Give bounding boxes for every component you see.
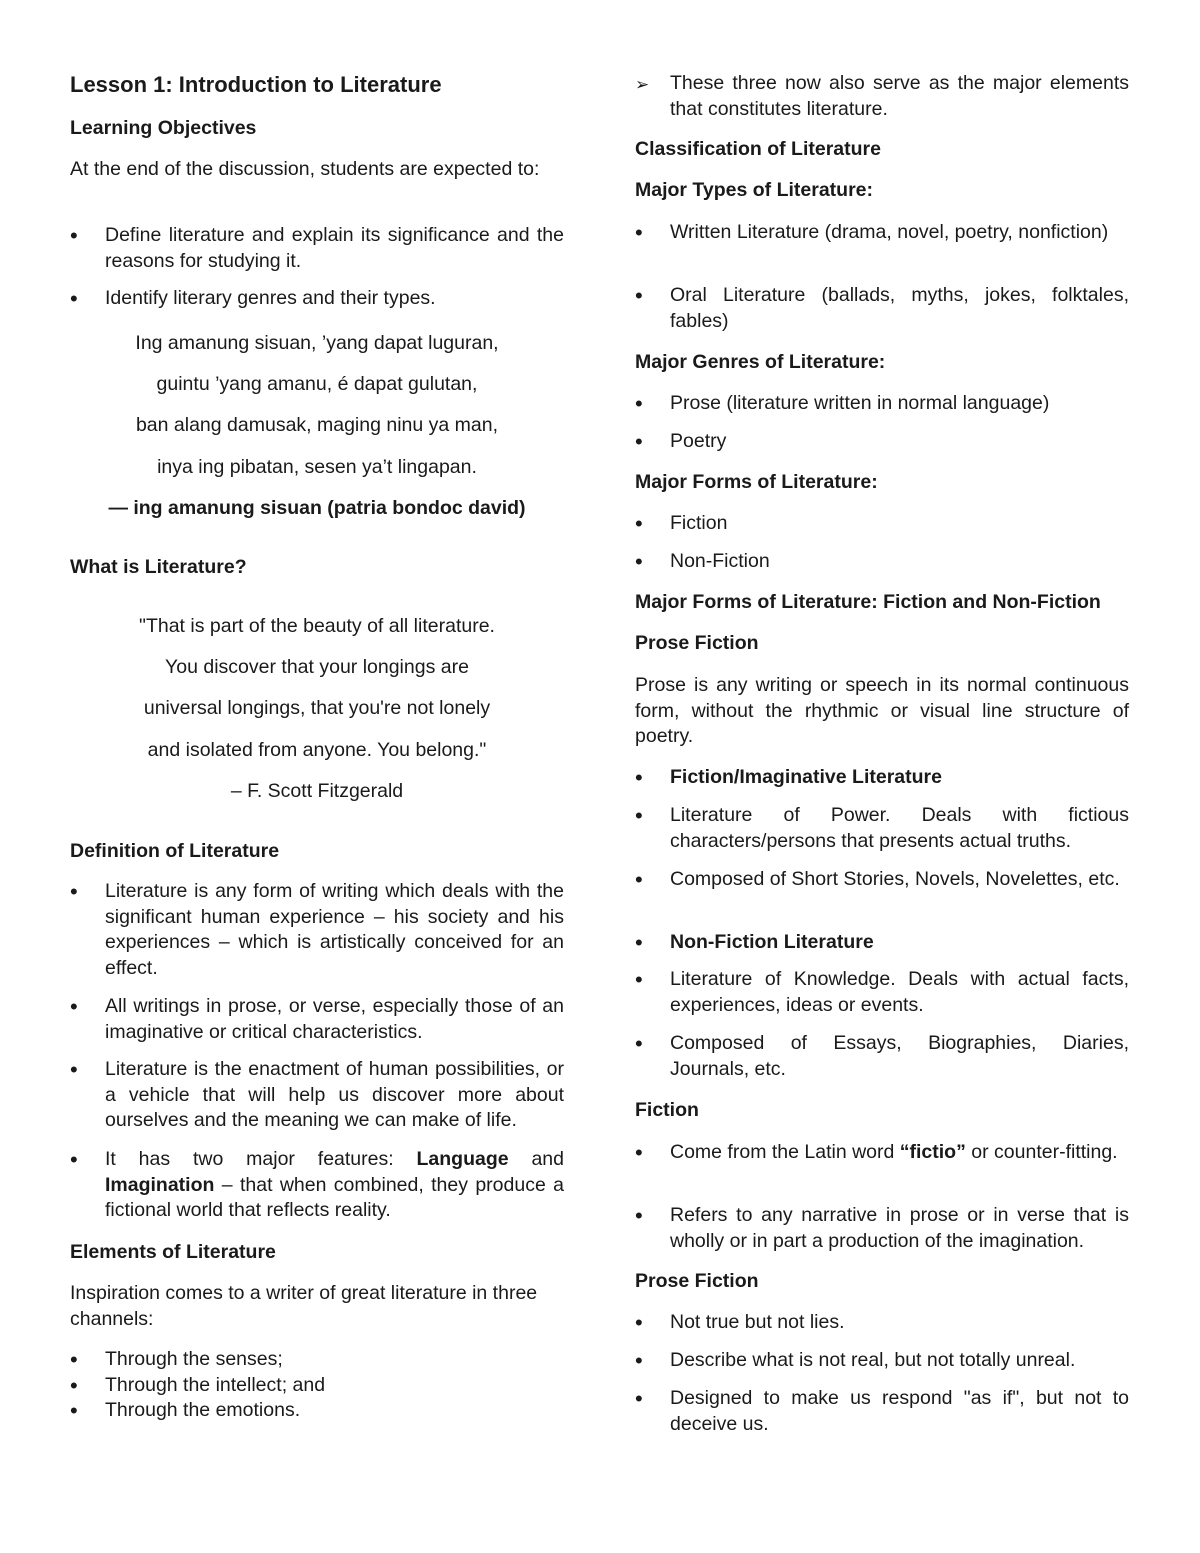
genre-text: Poetry [670, 430, 727, 452]
type-text: Written Literature (drama, novel, poetry, nonfiction) [670, 221, 1109, 243]
definition-item [70, 879, 564, 981]
bullet-icon [635, 429, 665, 457]
bullet-icon [70, 1147, 100, 1175]
arrow-item [635, 71, 1129, 122]
poem-attribution: — ing amanung sisuan (patria bondoc david) [108, 497, 526, 519]
fiction-heading: Fiction [635, 1099, 699, 1121]
feature-language: Language [416, 1148, 509, 1170]
bullet-icon [635, 867, 665, 895]
fiction-latin-pre: Come from the Latin word [670, 1141, 900, 1163]
fiction-lit-item [635, 765, 1129, 791]
lesson-title: Lesson 1: Introduction to Literature [70, 72, 442, 97]
nonfiction-lit-detail-text: Composed of Essays, Biographies, Diaries, Journals, etc. [670, 1032, 1129, 1080]
quote-author: – F. Scott Fitzgerald [230, 780, 404, 802]
definition-item [70, 994, 564, 1045]
form-item [635, 549, 1129, 575]
prose-fiction-text: Not true but not lies. [670, 1311, 845, 1333]
bullet-icon [635, 1348, 665, 1376]
bullet-icon [70, 1057, 100, 1085]
bullet-icon [635, 549, 665, 577]
bullet-icon [635, 1386, 665, 1414]
features-post: – that when combined, they produce a fictional world that reflects reality. [105, 1173, 564, 1221]
poem-line: inya ing pibatan, sesen ya’t lingapan. [157, 456, 477, 478]
fiction-latin-item [635, 1140, 1129, 1166]
bullet-icon [70, 1398, 100, 1426]
forms2-heading: Major Forms of Literature: Fiction and Non-Fiction [635, 591, 1101, 613]
forms-heading: Major Forms of Literature: [635, 471, 878, 493]
form-text: Non-Fiction [670, 550, 770, 572]
bullet-icon [70, 879, 100, 907]
bullet-icon [635, 803, 665, 831]
bullet-icon [70, 223, 100, 251]
poem-line: Ing amanung sisuan, ’yang dapat luguran, [135, 332, 499, 354]
bullet-icon [635, 391, 665, 419]
feature-imagination: Imagination [105, 1173, 215, 1196]
features-text [105, 1147, 564, 1224]
classification-heading: Classification of Literature [635, 138, 881, 160]
fiction-latin-post: or counter-fitting. [965, 1141, 1118, 1163]
fiction-latin-text [670, 1140, 1129, 1166]
arrow-text: These three now also serve as the major elements that constitutes literature. [670, 72, 1129, 120]
prose-fiction-item [635, 1310, 1129, 1336]
bullet-icon [635, 930, 665, 958]
poem-line: guintu ’yang amanu, é dapat gulutan, [156, 373, 478, 395]
arrow-icon [635, 72, 665, 98]
genres-heading: Major Genres of Literature: [635, 351, 886, 373]
quote-line: universal longings, that you're not lonely [143, 697, 491, 719]
objectives-heading: Learning Objectives [70, 117, 257, 139]
genre-item [635, 429, 1129, 455]
nonfiction-lit-detail-text: Literature of Knowledge. Deals with actual facts, experiences, ideas or events. [670, 968, 1129, 1016]
bullet-icon [635, 283, 665, 311]
objectives-intro: At the end of the discussion, students are expected to: [70, 158, 540, 180]
bullet-icon [70, 1347, 100, 1375]
type-text: Oral Literature (ballads, myths, jokes, folktales, fables) [670, 284, 1129, 332]
channel-item [70, 1373, 564, 1399]
channel-text: Through the intellect; and [105, 1374, 326, 1396]
channel-item [70, 1398, 564, 1424]
nonfiction-lit-item [635, 930, 1129, 956]
fiction-lit-detail-text: Literature of Power. Deals with fictious characters/persons that presents actual truths. [670, 804, 1129, 852]
nonfiction-lit-text: Non-Fiction Literature [670, 931, 874, 953]
type-item [635, 220, 1129, 246]
genre-item [635, 391, 1129, 417]
bullet-icon [635, 765, 665, 793]
form-item [635, 511, 1129, 537]
nonfiction-lit-detail [635, 1031, 1129, 1082]
fiction-refers-text: Refers to any narrative in prose or in verse that is wholly or in part a production of the imagination. [670, 1204, 1129, 1252]
objective-item [70, 223, 564, 274]
prose-fiction-text: Describe what is not real, but not totally unreal. [670, 1349, 1076, 1371]
what-heading: What is Literature? [70, 556, 247, 578]
objective-text: Define literature and explain its significance and the reasons for studying it. [105, 224, 564, 272]
channel-text: Through the emotions. [105, 1399, 301, 1421]
features-mid: and [508, 1148, 564, 1170]
bullet-icon [70, 994, 100, 1022]
bullet-icon [635, 1140, 665, 1168]
fiction-lit-detail-text: Composed of Short Stories, Novels, Novelettes, etc. [670, 868, 1120, 890]
objective-item [70, 286, 564, 312]
prose-definition: Prose is any writing or speech in its normal continuous form, without the rhythmic or visual line structure of poetry. [635, 674, 1129, 747]
poem-line: ban alang damusak, maging ninu ya man, [135, 414, 499, 436]
prose-fiction-item [635, 1386, 1129, 1437]
bullet-icon [635, 1310, 665, 1338]
prose-fiction-heading: Prose Fiction [635, 632, 759, 654]
quote-line: You discover that your longings are [165, 656, 469, 678]
fictio-word: “fictio” [899, 1141, 966, 1163]
definition-heading: Definition of Literature [70, 840, 280, 862]
definition-item [70, 1057, 564, 1134]
channel-item [70, 1347, 564, 1373]
elements-intro: Inspiration comes to a writer of great literature in three channels: [70, 1282, 538, 1330]
features-item [70, 1147, 564, 1224]
prose-fiction2-heading: Prose Fiction [635, 1270, 759, 1292]
definition-text: Literature is the enactment of human possibilities, or a vehicle that will help us discover more about ourselves and the meaning we can make of life. [105, 1058, 564, 1131]
prose-fiction-text: Designed to make us respond "as if", but not to deceive us. [670, 1387, 1129, 1435]
features-pre: It has two major features: [105, 1148, 417, 1170]
nonfiction-lit-detail [635, 967, 1129, 1018]
genre-text: Prose (literature written in normal language) [670, 392, 1050, 414]
quote-line: "That is part of the beauty of all literature. [139, 615, 495, 637]
fiction-refers-item [635, 1203, 1129, 1254]
definition-text: Literature is any form of writing which deals with the significant human experience – his society and his experiences – which is artistically conceived for an effect. [105, 880, 564, 979]
bullet-icon [635, 1031, 665, 1059]
fiction-lit-detail [635, 867, 1129, 893]
form-text: Fiction [670, 512, 728, 534]
bullet-icon [70, 286, 100, 314]
bullet-icon [635, 511, 665, 539]
fiction-lit-text: Fiction/Imaginative Literature [670, 766, 942, 788]
quote-line: and isolated from anyone. You belong." [147, 739, 487, 761]
fiction-lit-detail [635, 803, 1129, 854]
bullet-icon [635, 1203, 665, 1231]
definition-text: All writings in prose, or verse, especially those of an imaginative or critical characteristics. [105, 995, 564, 1043]
objective-text: Identify literary genres and their types. [105, 287, 436, 309]
bullet-icon [635, 967, 665, 995]
types-heading: Major Types of Literature: [635, 179, 874, 201]
bullet-icon [635, 220, 665, 248]
type-item [635, 283, 1129, 334]
bullet-icon [70, 1373, 100, 1401]
channel-text: Through the senses; [105, 1348, 283, 1370]
elements-heading: Elements of Literature [70, 1241, 276, 1263]
prose-fiction-item [635, 1348, 1129, 1374]
